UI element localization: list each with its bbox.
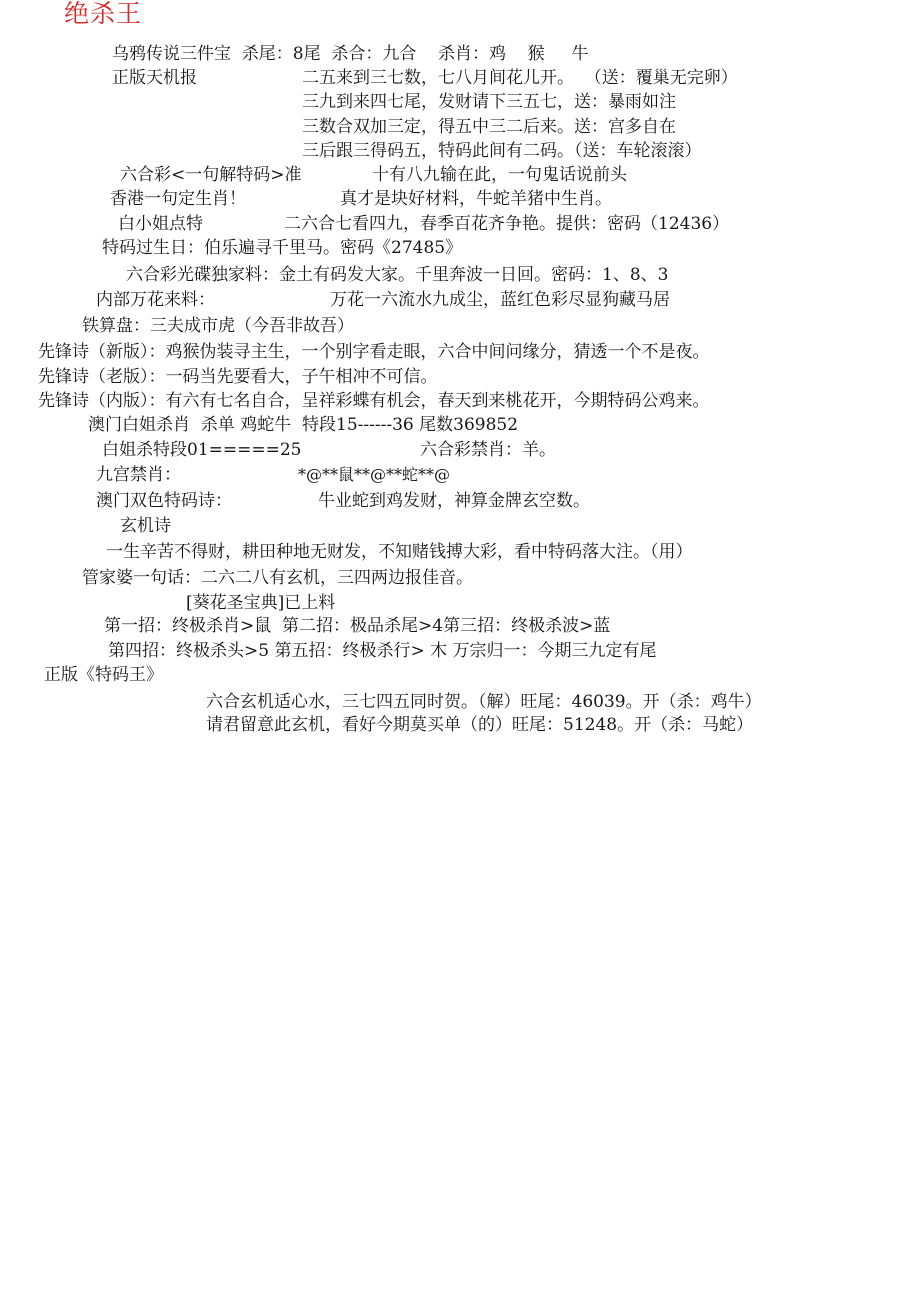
text-line: 万花一六流水九成尘，蓝红色彩尽显狗藏马居: [330, 290, 670, 310]
section-heading: [葵花圣宝典]已上料: [186, 593, 336, 613]
text-line: 内部万花来料：: [96, 290, 215, 310]
text-line: 铁算盘：三夫成市虎（今吾非故吾）: [82, 316, 354, 336]
text-line: 十有八九输在此，一句鬼话说前头: [372, 165, 627, 185]
text-line: 白小姐点特: [118, 214, 203, 234]
text-line: 白姐杀特段01=====25: [102, 440, 302, 460]
text-line: 一生辛苦不得财，耕田种地无财发，不知赌钱搏大彩，看中特码落大注。（用）: [106, 542, 693, 562]
text-line: 澳门白姐杀肖 杀单 鸡蛇牛 特段15------36 尾数369852: [88, 415, 519, 435]
text-line: 六合彩光碟独家料：金土有码发大家。千里奔波一日回。密码：1、8、3: [126, 265, 669, 285]
text-line: 二六合七看四九，春季百花齐争艳。提供：密码（12436）: [284, 214, 730, 234]
text-line: 牛业蛇到鸡发财，神算金牌玄空数。: [318, 491, 590, 511]
text-line: 三九到来四七尾，发财请下三五七，送：暴雨如注: [302, 92, 676, 112]
text-line: 真才是块好材料，牛蛇羊猪中生肖。: [340, 189, 612, 209]
text-line: 九宫禁肖：: [96, 465, 181, 485]
text-line: 六合彩禁肖：羊。: [420, 440, 556, 460]
section-heading: 玄机诗: [120, 516, 171, 536]
section-heading: 正版《特码王》: [44, 665, 163, 685]
text-line: 特码过生日：伯乐遍寻千里马。密码《27485》: [102, 238, 463, 258]
text-line: 六合玄机适心水，三七四五同时贺。（解）旺尾：46039。开（杀：鸡牛）: [206, 692, 762, 712]
document-title: 绝杀王: [64, 0, 143, 28]
text-line: 正版天机报: [112, 68, 197, 88]
text-line: 先锋诗（内版）：有六有七名自合，呈祥彩蝶有机会，春天到来桃花开，今期特码公鸡来。: [38, 391, 710, 411]
text-line: 先锋诗（新版）：鸡猴伪装寻主生，一个别字看走眼，六合中间问缘分，猜透一个不是夜。: [38, 342, 710, 362]
text-line: 第一招：终极杀肖>鼠 第二招：极品杀尾>4第三招：终极杀波>蓝: [104, 616, 611, 636]
text-line: 六合彩<一句解特码>准: [120, 165, 302, 185]
text-line: 三数合双加三定，得五中三二后来。送：宫多自在: [302, 117, 676, 137]
text-line: 乌鸦传说三件宝 杀尾：8尾 杀合：九合 杀肖：鸡 猴 牛: [112, 44, 589, 64]
text-line: 第四招：终极杀头>5 第五招：终极杀行> 木 万宗归一：今期三九定有尾: [108, 641, 657, 661]
text-line: 先锋诗（老版）：一码当先要看大，子午相冲不可信。: [38, 367, 438, 387]
text-line: 香港一句定生肖！: [110, 189, 246, 209]
text-line: 管家婆一句话：二六二八有玄机，三四两边报佳音。: [82, 568, 473, 588]
text-line: 请君留意此玄机，看好今期莫买单（的）旺尾：51248。开（杀：马蛇）: [206, 715, 754, 735]
text-line: *@**鼠**@**蛇**@: [298, 465, 451, 484]
text-line: 二五来到三七数，七八月间花儿开。 （送：覆巢无完卵）: [302, 68, 738, 88]
text-line: 三后跟三得码五，特码此间有二码。（送：车轮滚滚）: [302, 141, 702, 161]
text-line: 澳门双色特码诗：: [96, 491, 232, 511]
